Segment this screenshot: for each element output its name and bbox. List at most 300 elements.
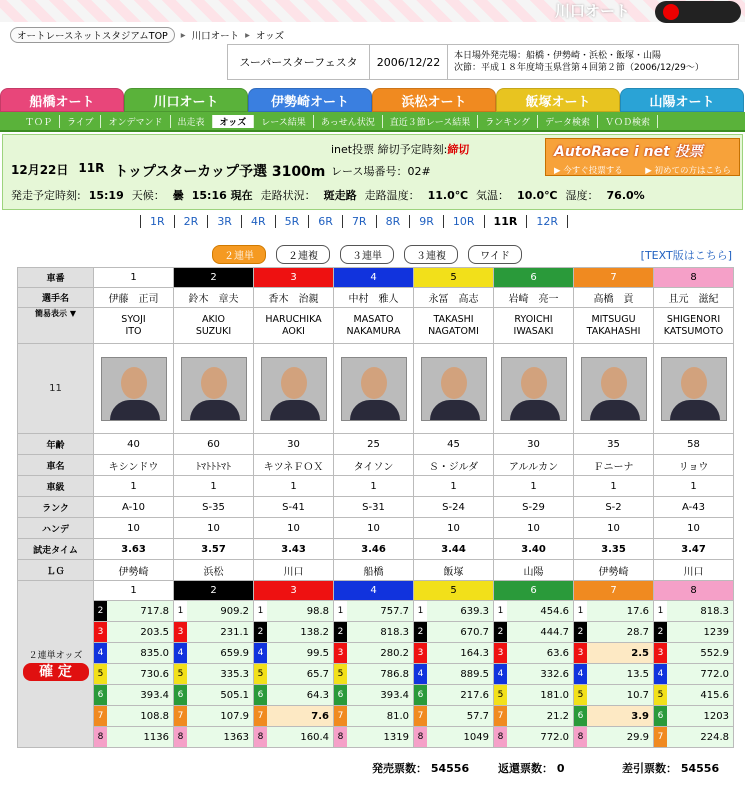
rider-photo: [181, 357, 247, 421]
rider-roman-name: [174, 308, 254, 344]
odds-cell[interactable]: [254, 622, 334, 643]
bet-type-button[interactable]: ２連複: [276, 245, 330, 264]
odds-cell[interactable]: [334, 706, 414, 727]
car-number: 2: [174, 268, 254, 288]
track-condition: 斑走路: [323, 189, 357, 202]
venue-tab[interactable]: 山陽オート: [620, 88, 744, 112]
trial-time: 3.57: [174, 539, 254, 560]
odds-partner-number: 5: [494, 685, 507, 705]
odds-value: 17.6: [587, 601, 653, 621]
odds-cell[interactable]: [254, 601, 334, 622]
odds-partner-number: 4: [94, 643, 107, 663]
rider-photo: [421, 357, 487, 421]
refund-label: 返還票数：: [498, 762, 553, 775]
car-class: 1: [654, 476, 734, 497]
odds-pair: [334, 706, 413, 726]
first-time-link[interactable]: ▶ 初めての方はこちら: [645, 166, 731, 176]
rider-photo: [341, 357, 407, 421]
odds-cell[interactable]: [414, 601, 494, 622]
odds-cell[interactable]: [654, 727, 734, 748]
odds-partner-number: 8: [414, 727, 427, 747]
mascot-logo: [655, 1, 741, 23]
event-date: 2006/12/22: [370, 45, 448, 79]
round-link[interactable]: 10R: [443, 215, 484, 228]
odds-pair: [414, 664, 493, 684]
trial-row: [18, 539, 734, 560]
car-class: 1: [414, 476, 494, 497]
car-name: Ｓ・ジルダ: [414, 455, 494, 476]
odds-pair: [94, 664, 173, 684]
odds-cell[interactable]: [254, 664, 334, 685]
odds-cell[interactable]: [654, 601, 734, 622]
odds-cell[interactable]: [574, 727, 654, 748]
odds-cell[interactable]: [574, 685, 654, 706]
odds-partner-number: 6: [654, 706, 667, 726]
rider-name: 高橋 貢: [574, 288, 654, 308]
sub-navigation: [0, 112, 745, 132]
net-count: [622, 760, 719, 776]
odds-cell[interactable]: [94, 685, 174, 706]
odds-partner-number: 8: [174, 727, 187, 747]
roman-first: RYOICHI: [514, 313, 553, 325]
handicap: 10: [414, 518, 494, 539]
odds-pair: [94, 706, 173, 726]
race-info-panel: [2, 134, 743, 210]
odds-value: 393.4: [107, 685, 173, 705]
odds-cell[interactable]: [494, 706, 574, 727]
rider-name: 鈴木 章夫: [174, 288, 254, 308]
venue-tab[interactable]: 船橋オート: [0, 88, 124, 112]
odds-value: 2.5: [587, 643, 653, 663]
odds-value: 415.6: [667, 685, 733, 705]
venue-tab[interactable]: 川口オート: [124, 88, 248, 112]
odds-cell[interactable]: [254, 685, 334, 706]
autorace-inet-banner[interactable]: [545, 138, 740, 176]
odds-value: 717.8: [107, 601, 173, 621]
rider-photo-cell: [414, 344, 494, 434]
subnav-item[interactable]: オッズ: [213, 115, 255, 128]
handicap: 10: [174, 518, 254, 539]
odds-cell[interactable]: [574, 706, 654, 727]
row-label: ＬＧ: [18, 560, 94, 581]
rider-photo-cell: [654, 344, 734, 434]
breadcrumb-separator: ▸: [180, 29, 186, 41]
odds-value: 659.9: [187, 643, 253, 663]
roman-first: SHIGENORI: [666, 313, 721, 325]
odds-cell[interactable]: [334, 601, 414, 622]
odds-cell[interactable]: [94, 727, 174, 748]
odds-column-header: 6: [494, 581, 574, 601]
odds-partner-number: 2: [334, 622, 347, 642]
odds-value: 29.9: [587, 727, 653, 747]
odds-cell[interactable]: [334, 622, 414, 643]
odds-partner-number: 3: [94, 622, 107, 642]
car-class: 1: [174, 476, 254, 497]
start-label: 発走予定時刻:: [11, 189, 81, 202]
odds-value: 21.2: [507, 706, 573, 726]
class-row: [18, 476, 734, 497]
rider-photo: [101, 357, 167, 421]
race-round-selector: [140, 215, 568, 228]
odds-cell[interactable]: [494, 727, 574, 748]
round-link[interactable]: 9R: [409, 215, 443, 228]
odds-cell[interactable]: [174, 664, 254, 685]
odds-partner-number: 3: [574, 643, 587, 663]
odds-value: 28.7: [587, 622, 653, 642]
text-version-link[interactable]: [TEXT版はこちら]: [640, 249, 732, 262]
weather-label: 天候：: [131, 189, 165, 202]
odds-value: 444.7: [507, 622, 573, 642]
event-name: スーパースターフェスタ: [228, 45, 370, 79]
odds-partner-number: 1: [334, 601, 347, 621]
rider-age: 40: [94, 434, 174, 455]
subnav-item[interactable]: ライブ: [60, 115, 101, 128]
odds-value: 107.9: [187, 706, 253, 726]
round-link[interactable]: 7R: [342, 215, 376, 228]
subnav-item[interactable]: オンデマンド: [101, 115, 170, 128]
round-link[interactable]: 11R: [484, 215, 527, 228]
car-number: 1: [94, 268, 174, 288]
round-link[interactable]: 12R: [526, 215, 568, 228]
odds-value: 57.7: [427, 706, 493, 726]
odds-cell[interactable]: [654, 622, 734, 643]
event-info-box: [227, 44, 739, 80]
odds-pair: [654, 706, 733, 726]
odds-cell[interactable]: [654, 664, 734, 685]
rider-rank: S-31: [334, 497, 414, 518]
roman-last: KATSUMOTO: [663, 325, 724, 337]
odds-cell[interactable]: [94, 622, 174, 643]
subnav-item[interactable]: ＶＯＤ検索: [598, 115, 658, 128]
odds-cell[interactable]: [574, 664, 654, 685]
top-banner: [0, 0, 745, 22]
odds-cell[interactable]: [254, 643, 334, 664]
rider-age: 45: [414, 434, 494, 455]
refund-value: 0: [556, 762, 565, 775]
odds-cell[interactable]: [494, 643, 574, 664]
roman-first: MITSUGU: [591, 313, 636, 325]
odds-value: 7.6: [267, 706, 333, 726]
row-label: 車番: [18, 268, 94, 288]
odds-cell[interactable]: [174, 601, 254, 622]
odds-value: 217.6: [427, 685, 493, 705]
odds-pair: [654, 622, 733, 642]
odds-pair: [334, 664, 413, 684]
current-time: 15:16 現在: [191, 189, 253, 202]
car-number: 3: [254, 268, 334, 288]
round-link[interactable]: 2R: [174, 215, 208, 228]
odds-pair: [254, 643, 333, 663]
rider-lg: 飯塚: [414, 560, 494, 581]
odds-pair: [494, 727, 573, 747]
odds-cell[interactable]: [494, 664, 574, 685]
race-table: [17, 267, 734, 748]
odds-pair: [94, 643, 173, 663]
rider-photo-cell: [334, 344, 414, 434]
odds-cell[interactable]: [94, 664, 174, 685]
handicap: 10: [254, 518, 334, 539]
odds-pair: [94, 727, 173, 747]
odds-value: 818.3: [347, 622, 413, 642]
track-temp-label: 走路温度：: [364, 189, 420, 202]
odds-pair: [174, 664, 253, 684]
odds-pair: [654, 643, 733, 663]
rider-age: 58: [654, 434, 734, 455]
odds-column-header: 5: [414, 581, 494, 601]
offsite-venues: 本日場外発売場：船橋・伊勢崎・浜松・飯塚・山陽: [454, 51, 662, 61]
venue-tabs: [0, 88, 745, 112]
round-link[interactable]: 4R: [241, 215, 275, 228]
odds-cell[interactable]: [414, 685, 494, 706]
odds-pair: [174, 685, 253, 705]
round-link[interactable]: 8R: [376, 215, 410, 228]
odds-partner-number: 7: [94, 706, 107, 726]
odds-partner-number: 2: [654, 622, 667, 642]
odds-cell[interactable]: [334, 664, 414, 685]
next-meet: 次節：平成１８年度埼玉県営第４回第２節（2006/12/29～）: [454, 63, 704, 73]
handicap: 10: [494, 518, 574, 539]
odds-pair: [574, 622, 653, 642]
odds-column-header: 4: [334, 581, 414, 601]
odds-cell[interactable]: [654, 706, 734, 727]
odds-partner-number: 5: [94, 664, 107, 684]
bet-type-button[interactable]: ワイド: [468, 245, 522, 264]
rider-roman-name: [574, 308, 654, 344]
rider-photo-cell: [254, 344, 334, 434]
odds-cell[interactable]: [174, 685, 254, 706]
row-label: 試走タイム: [18, 539, 94, 560]
odds-pair: [174, 622, 253, 642]
rider-photo-cell: [174, 344, 254, 434]
round-link[interactable]: 3R: [207, 215, 241, 228]
odds-value: 63.6: [507, 643, 573, 663]
odds-column-header: 7: [574, 581, 654, 601]
car-number: 8: [654, 268, 734, 288]
subnav-item[interactable]: ランキング: [478, 115, 538, 128]
round-link[interactable]: 6R: [308, 215, 342, 228]
car-name: タイソン: [334, 455, 414, 476]
car-number: 7: [574, 268, 654, 288]
odds-pair: [174, 727, 253, 747]
subnav-item[interactable]: 直近３節レース結果: [383, 115, 479, 128]
odds-partner-number: 8: [94, 727, 107, 747]
odds-cell[interactable]: [574, 601, 654, 622]
rider-roman-name: [654, 308, 734, 344]
odds-partner-number: 8: [334, 727, 347, 747]
race-code: レース場番号：02#: [331, 165, 431, 178]
odds-row: [18, 643, 734, 664]
odds-cell[interactable]: [174, 643, 254, 664]
odds-cell[interactable]: [654, 685, 734, 706]
odds-partner-number: 6: [174, 685, 187, 705]
breadcrumb-separator: ▸: [245, 29, 250, 41]
odds-pair: [334, 622, 413, 642]
roman-first: HARUCHIKA: [265, 313, 322, 325]
odds-partner-number: 8: [494, 727, 507, 747]
odds-value: 639.3: [427, 601, 493, 621]
net-label: 差引票数：: [622, 762, 677, 775]
odds-pair: [94, 622, 173, 642]
car-name: Ｆニーナ: [574, 455, 654, 476]
rider-photo: [501, 357, 567, 421]
name-row: [18, 288, 734, 308]
odds-cell[interactable]: [414, 664, 494, 685]
odds-pair: [654, 727, 733, 747]
odds-pair: [654, 601, 733, 621]
rider-roman-name: [334, 308, 414, 344]
odds-value: 818.3: [667, 601, 733, 621]
odds-value: 99.5: [267, 643, 333, 663]
odds-partner-number: 6: [334, 685, 347, 705]
humidity-label: 湿度：: [565, 189, 599, 202]
round-link[interactable]: 1R: [140, 215, 174, 228]
odds-cell[interactable]: [494, 685, 574, 706]
odds-pair: [254, 601, 333, 621]
odds-cell[interactable]: [414, 727, 494, 748]
simple-view-select[interactable]: 簡易表示 ▼: [18, 308, 94, 344]
odds-value: 772.0: [667, 664, 733, 684]
trial-time: 3.40: [494, 539, 574, 560]
odds-cell[interactable]: [494, 601, 574, 622]
odds-partner-number: 3: [334, 643, 347, 663]
bet-type-button[interactable]: ３連複: [404, 245, 458, 264]
odds-value: 64.3: [267, 685, 333, 705]
odds-partner-number: 1: [494, 601, 507, 621]
odds-pair: [494, 706, 573, 726]
rider-rank: S-24: [414, 497, 494, 518]
odds-value: 10.7: [587, 685, 653, 705]
odds-value: 1363: [187, 727, 253, 747]
bet-type-button[interactable]: ２連単: [212, 245, 266, 264]
subnav-item[interactable]: レース結果: [254, 115, 314, 128]
odds-partner-number: 7: [414, 706, 427, 726]
roman-last: TAKAHASHI: [586, 325, 641, 337]
odds-cell[interactable]: [574, 622, 654, 643]
odds-pair: [254, 727, 333, 747]
odds-cell[interactable]: [414, 643, 494, 664]
rider-age: 30: [494, 434, 574, 455]
venue-tab[interactable]: 浜松オート: [372, 88, 496, 112]
roman-first: AKIO: [201, 313, 225, 325]
subnav-item[interactable]: あっせん状況: [314, 115, 383, 128]
subnav-item[interactable]: 出走表: [171, 115, 213, 128]
race-number-big: 11: [18, 344, 94, 434]
odds-cell[interactable]: [174, 622, 254, 643]
bet-type-button[interactable]: ３連単: [340, 245, 394, 264]
autorace-title: AutoRace i net 投票: [554, 144, 703, 160]
odds-column-header: 8: [654, 581, 734, 601]
odds-partner-number: 7: [494, 706, 507, 726]
breadcrumb-kawaguchi-link[interactable]: 川口オート: [191, 31, 240, 42]
round-link[interactable]: 5R: [275, 215, 309, 228]
rider-age: 35: [574, 434, 654, 455]
venue-tab[interactable]: 伊勢崎オート: [248, 88, 372, 112]
subnav-item[interactable]: データ検索: [538, 115, 598, 128]
car-name: キツネＦＯＸ: [254, 455, 334, 476]
odds-cell[interactable]: [414, 706, 494, 727]
row-label: 車級: [18, 476, 94, 497]
odds-cell[interactable]: [494, 622, 574, 643]
odds-partner-number: 3: [494, 643, 507, 663]
odds-cell[interactable]: [94, 601, 174, 622]
start-time: 15:19: [88, 189, 124, 202]
rider-rank: S-29: [494, 497, 574, 518]
rider-lg: 浜松: [174, 560, 254, 581]
lg-row: [18, 560, 734, 581]
odds-value: 203.5: [107, 622, 173, 642]
odds-pair: [654, 664, 733, 684]
odds-row: [18, 664, 734, 685]
car-class: 1: [494, 476, 574, 497]
rider-age: 60: [174, 434, 254, 455]
odds-partner-number: 6: [94, 685, 107, 705]
odds-value: 13.5: [587, 664, 653, 684]
venue-tab[interactable]: 飯塚オート: [496, 88, 620, 112]
odds-row: [18, 685, 734, 706]
odds-pair: [414, 727, 493, 747]
odds-pair: [334, 601, 413, 621]
odds-partner-number: 4: [574, 664, 587, 684]
rider-rank: S-41: [254, 497, 334, 518]
odds-partner-number: 6: [574, 706, 587, 726]
odds-cell[interactable]: [574, 643, 654, 664]
odds-cell[interactable]: [334, 643, 414, 664]
odds-value: 1319: [347, 727, 413, 747]
odds-pair: [494, 601, 573, 621]
odds-partner-number: 5: [574, 685, 587, 705]
vote-now-link[interactable]: ▶ 今すぐ投票する: [554, 166, 623, 176]
odds-partner-number: 5: [654, 685, 667, 705]
odds-value: 889.5: [427, 664, 493, 684]
subnav-item[interactable]: ＴＯＰ: [18, 115, 60, 128]
event-info: [448, 45, 738, 79]
odds-cell[interactable]: [414, 622, 494, 643]
car-name-row: [18, 455, 734, 476]
race-conditions: [11, 187, 653, 203]
odds-partner-number: 1: [654, 601, 667, 621]
bet-type-buttons: [212, 245, 522, 264]
odds-column-header: 3: [254, 581, 334, 601]
trial-time: 3.63: [94, 539, 174, 560]
rider-rank: A-10: [94, 497, 174, 518]
odds-cell[interactable]: [254, 727, 334, 748]
odds-cell[interactable]: [654, 643, 734, 664]
odds-value: 757.7: [347, 601, 413, 621]
odds-cell[interactable]: [334, 727, 414, 748]
age-row: [18, 434, 734, 455]
odds-cell[interactable]: [334, 685, 414, 706]
odds-value: 1049: [427, 727, 493, 747]
refund-count: [498, 760, 565, 776]
odds-cell[interactable]: [174, 706, 254, 727]
odds-value: 98.8: [267, 601, 333, 621]
site-title: 川口オート: [554, 2, 630, 20]
car-number: 4: [334, 268, 414, 288]
photo-row: [18, 344, 734, 434]
odds-cell[interactable]: [174, 727, 254, 748]
roman-row: [18, 308, 734, 344]
odds-partner-number: 2: [254, 622, 267, 642]
breadcrumb-top-link[interactable]: オートレースネットスタジアムTOP: [10, 27, 175, 43]
breadcrumb: [10, 27, 284, 43]
rider-roman-name: [94, 308, 174, 344]
odds-label-cell: [18, 581, 94, 748]
odds-value: 552.9: [667, 643, 733, 663]
odds-cell[interactable]: [94, 643, 174, 664]
odds-cell[interactable]: [94, 706, 174, 727]
odds-cell[interactable]: [254, 706, 334, 727]
rider-rank: S-2: [574, 497, 654, 518]
